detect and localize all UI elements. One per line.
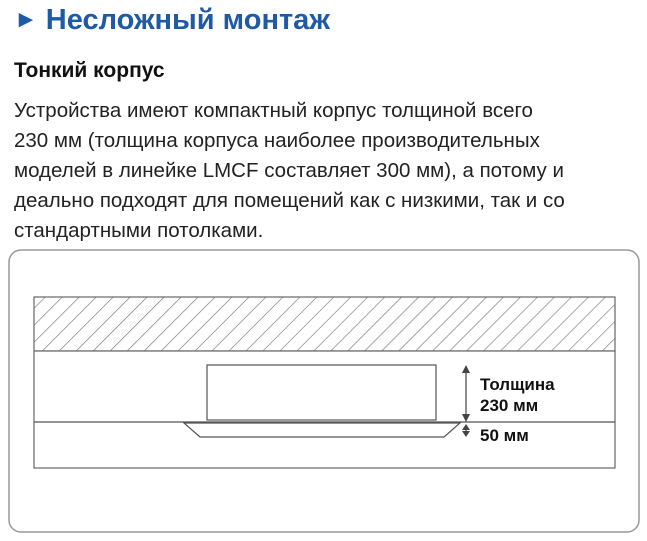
thickness-value-label: 230 мм [480,396,539,415]
thickness-label: Толщина [480,375,555,394]
installation-diagram [8,249,640,533]
page-heading [14,2,330,38]
paragraph-line: 230 мм (толщина корпуса наиболее производительных [14,129,540,152]
cassette-unit-body [207,365,436,420]
play-arrow-icon: ► [14,6,38,33]
ceiling-slab [34,297,615,351]
description-paragraph [14,96,646,246]
paragraph-line: моделей в линейке LMCF составляет 300 мм), а потому и [14,159,564,182]
paragraph-line: Устройства имеют компактный корпус толщиной всего [14,99,533,122]
paragraph-line: стандартными потолками. [14,219,264,242]
section-subheading: Тонкий корпус [14,59,165,82]
panel-label: 50 мм [480,426,529,445]
page-heading-text: Несложный монтаж [45,4,330,36]
paragraph-line: деально подходят для помещений как с низкими, так и со [14,189,565,212]
cassette-panel [184,423,460,437]
